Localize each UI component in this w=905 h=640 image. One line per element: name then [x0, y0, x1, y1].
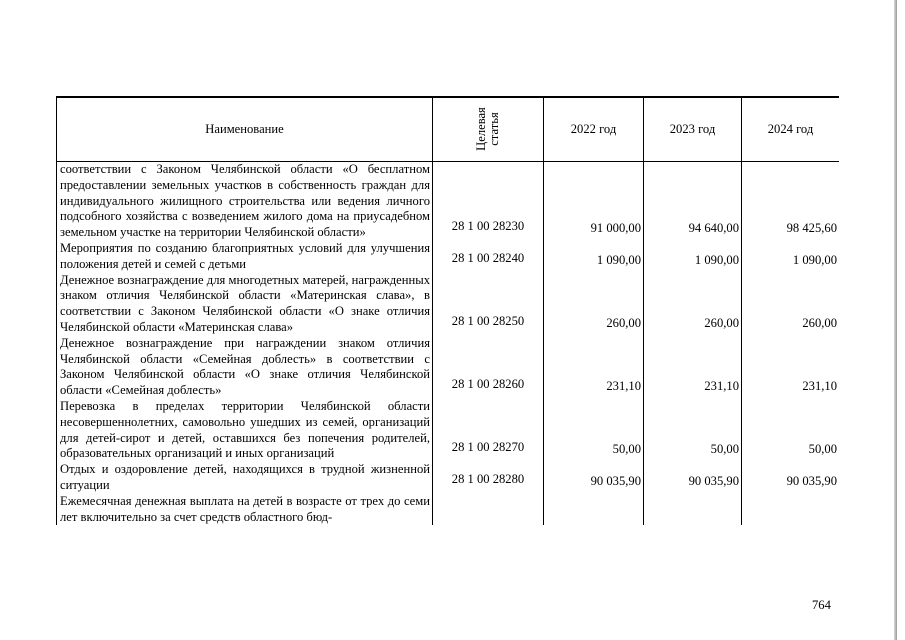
- table-row: [57, 399, 840, 462]
- row-value-2023: 94 640,00: [644, 162, 742, 241]
- row-value-2024: 1 090,00: [742, 241, 840, 273]
- budget-table-container: [56, 96, 839, 584]
- table-row: [57, 462, 840, 494]
- scan-edge: [894, 0, 897, 640]
- row-value-2024: 260,00: [742, 273, 840, 336]
- row-value-2023: 50,00: [644, 399, 742, 462]
- table-row: [57, 273, 840, 336]
- row-value-2024: 98 425,60: [742, 162, 840, 241]
- table-row: [57, 336, 840, 399]
- row-value-2023: 90 035,90: [644, 462, 742, 494]
- row-value-2024: 231,10: [742, 336, 840, 399]
- row-value-2024: 50,00: [742, 399, 840, 462]
- row-value-2022: 91 000,00: [544, 162, 644, 241]
- row-code: 28 1 00 28230: [433, 162, 544, 241]
- header-row: [57, 98, 840, 162]
- row-value-2023: 231,10: [644, 336, 742, 399]
- row-code: [433, 494, 544, 526]
- row-value-2022: 50,00: [544, 399, 644, 462]
- page-number: 764: [812, 598, 831, 612]
- row-value-2023: 1 090,00: [644, 241, 742, 273]
- row-value-2024: [742, 494, 840, 526]
- row-value-2022: 260,00: [544, 273, 644, 336]
- header-code: [433, 98, 544, 162]
- header-2024: 2024 год: [742, 98, 840, 162]
- header-code-line1: Целевая: [473, 106, 488, 151]
- row-code: 28 1 00 28260: [433, 336, 544, 399]
- row-value-2022: 1 090,00: [544, 241, 644, 273]
- table-row: [57, 494, 840, 526]
- row-value-2024: 90 035,90: [742, 462, 840, 494]
- row-code: 28 1 00 28240: [433, 241, 544, 273]
- row-name: Денежное вознаграждение при награждении знаком отличия Челябинской области «Семейная доблесть» в соответствии с Законом Челябинской области «О знаке отличия Челябинской области «Семейная доблесть»: [57, 336, 433, 399]
- header-code-vertical: [475, 107, 501, 151]
- row-value-2023: [644, 494, 742, 526]
- header-name: Наименование: [57, 98, 433, 162]
- row-code: 28 1 00 28250: [433, 273, 544, 336]
- row-name: Денежное вознаграждение для многодетных матерей, награжденных знаком отличия Челябинской области «Материнская слава», в соответствии с Законом Челябинской области «О знаке отличия Челябинской области «Материнская слава»: [57, 273, 433, 336]
- row-code: 28 1 00 28270: [433, 399, 544, 462]
- row-name: соответствии с Законом Челябинской области «О бесплатном предоставлении земельных участков в собственность граждан для индивидуального жилищного строительства или ведения личного подсобного хозяйства с возведением жилого дома на приусадебном земельном участке на территории Челябинской области»: [57, 162, 433, 241]
- row-name: Мероприятия по созданию благоприятных условий для улучшения положения детей и семей с детьми: [57, 241, 433, 273]
- row-value-2023: 260,00: [644, 273, 742, 336]
- row-value-2022: 90 035,90: [544, 462, 644, 494]
- row-code: 28 1 00 28280: [433, 462, 544, 494]
- budget-table: [56, 97, 839, 525]
- row-name: Отдых и оздоровление детей, находящихся в трудной жизненной ситуации: [57, 462, 433, 494]
- table-row: [57, 241, 840, 273]
- row-value-2022: 231,10: [544, 336, 644, 399]
- header-2023: 2023 год: [644, 98, 742, 162]
- header-2022: 2022 год: [544, 98, 644, 162]
- header-code-line2: статья: [486, 111, 501, 146]
- row-name: Перевозка в пределах территории Челябинской области несовершеннолетних, самовольно ушедших из семей, организаций для детей-сирот и детей, оставшихся без попечения родителей, образовательных организаций и иных организаций: [57, 399, 433, 462]
- row-name: Ежемесячная денежная выплата на детей в возрасте от трех до семи лет включительно за счет средств областного бюд-: [57, 494, 433, 526]
- table-row: [57, 162, 840, 241]
- row-value-2022: [544, 494, 644, 526]
